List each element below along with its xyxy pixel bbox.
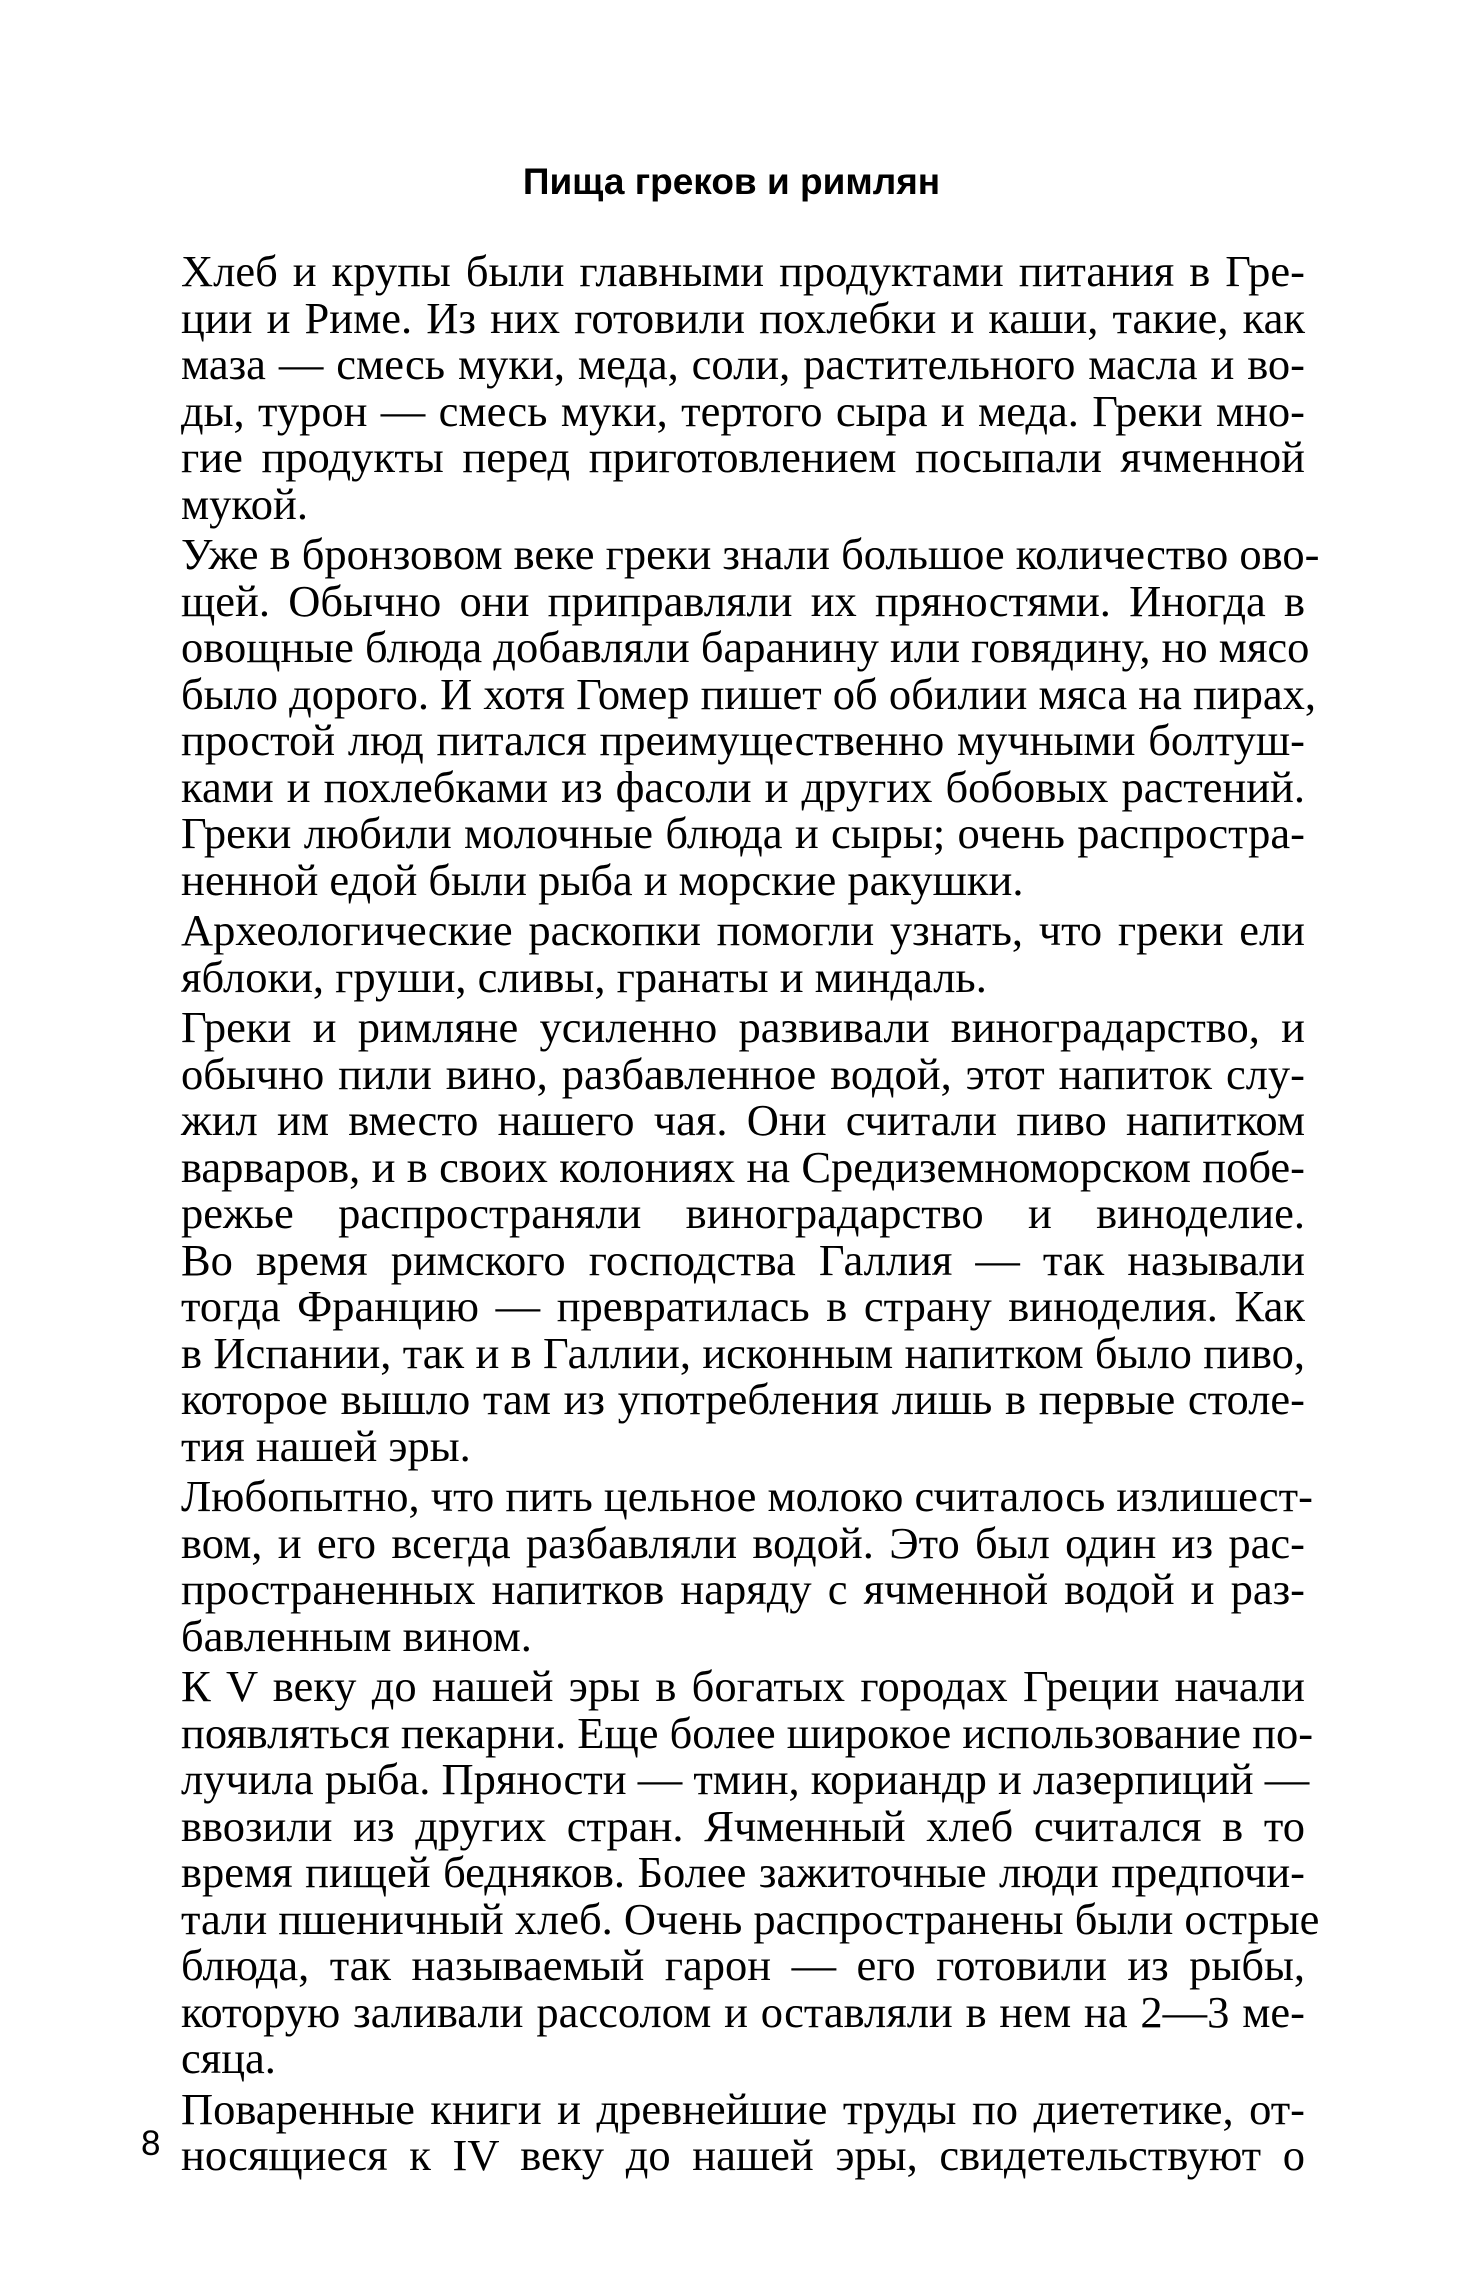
text-line: Уже в бронзовом веке греки знали большое количество ово- [181, 529, 1320, 579]
text-line: было дорого. И хотя Гомер пишет об обилии мяса на пирах, [181, 668, 1316, 719]
text-line: щей. Обычно они приправляли их пряностями. Иногда в [181, 575, 1305, 626]
text-line: в Испании, так и в Галлии, исконным напитком было пиво, [181, 1327, 1305, 1378]
text-line: которое вышло там из употребления лишь в первые столе- [181, 1374, 1305, 1424]
body-text [181, 246, 1320, 2183]
text-line: ненной едой были рыба и морские ракушки. [181, 854, 1024, 905]
text-line: овощные блюда добавляли баранину или говядину, но мясо [181, 622, 1310, 672]
text-line: мукой. [181, 478, 308, 529]
text-line: вом, и его всегда разбавляли водой. Это был один из рас- [181, 1517, 1305, 1568]
text-line: Во время римского господства Галлия — так называли [181, 1234, 1305, 1285]
text-line: Греки и римляне усиленно развивали виноградарство, и [181, 1002, 1305, 1052]
text-line: режье распространяли виноградарство и виноделие. [181, 1188, 1305, 1238]
paragraph-2 [181, 529, 1320, 905]
text-line: время пищей бедняков. Более зажиточные люди предпочи- [181, 1847, 1305, 1897]
text-line: тогда Францию — превратилась в страну виноделия. Как [181, 1281, 1305, 1331]
text-line: К V веку до нашей эры в богатых городах Греции начали [181, 1661, 1305, 1711]
text-line: Археологические раскопки помогли узнать, что греки ели [181, 905, 1305, 955]
text-line: маза — смесь муки, меда, соли, растительного масла и во- [181, 339, 1305, 389]
text-line: ввозили из других стран. Ячменный хлеб считался в то [181, 1800, 1305, 1851]
paragraph-6 [181, 1661, 1320, 2083]
text-line: обычно пили вино, разбавленное водой, этот напиток слу- [181, 1048, 1305, 1099]
text-line: Любопытно, что пить цельное молоко считалось излишест- [181, 1471, 1313, 1521]
paragraph-7 [181, 2083, 1305, 2180]
paragraph-1 [181, 248, 1305, 527]
text-line: носящиеся к IV веку до нашей эры, свидетельствуют о [181, 2130, 1305, 2180]
text-line: тия нашей эры. [181, 1420, 471, 1471]
text-line: варваров, и в своих колониях на Средиземноморском побе- [181, 1141, 1305, 1192]
paragraph-4 [181, 1004, 1305, 1469]
text-line: тали пшеничный хлеб. Очень распространены были острые [181, 1893, 1320, 1944]
text-line: ды, турон — смесь муки, тертого сыра и меда. Греки мно- [181, 385, 1305, 436]
text-line: бавленным вином. [181, 1610, 532, 1661]
text-line: простой люд питался преимущественно мучными болтуш- [181, 715, 1305, 765]
page-number: 8 [141, 2124, 161, 2163]
text-line: появляться пекарни. Еще более широкое использование по- [181, 1707, 1314, 1758]
text-line: Греки любили молочные блюда и сыры; очень распростра- [181, 808, 1305, 858]
text-line: ками и похлебками из фасоли и других бобовых растений. [181, 761, 1305, 812]
text-line: гие продукты перед приготовлением посыпали ячменной [181, 432, 1305, 482]
text-line: ции и Риме. Из них готовили похлебки и каши, такие, как [181, 292, 1305, 343]
text-line: сяца. [181, 2033, 276, 2083]
paragraph-3 [181, 907, 1305, 1000]
paragraph-5 [181, 1471, 1313, 1661]
text-line: блюда, так называемый гарон — его готовили из рыбы, [181, 1940, 1305, 1990]
text-line: яблоки, груши, сливы, гранаты и миндаль. [181, 951, 987, 1002]
text-line: которую заливали рассолом и оставляли в нем на 2—3 ме- [181, 1986, 1305, 2037]
page-title: Пища греков и римлян [522, 161, 941, 202]
text-line: пространенных напитков наряду с ячменной водой и раз- [181, 1564, 1305, 1614]
text-line: жил им вместо нашего чая. Они считали пиво напитком [181, 1095, 1305, 1145]
text-line: Поваренные книги и древнейшие труды по диететике, от- [181, 2083, 1305, 2134]
text-line: Хлеб и крупы были главными продуктами питания в Гре- [181, 246, 1305, 296]
text-line: лучила рыба. Пряности — тмин, кориандр и лазерпиций — [181, 1754, 1310, 1804]
